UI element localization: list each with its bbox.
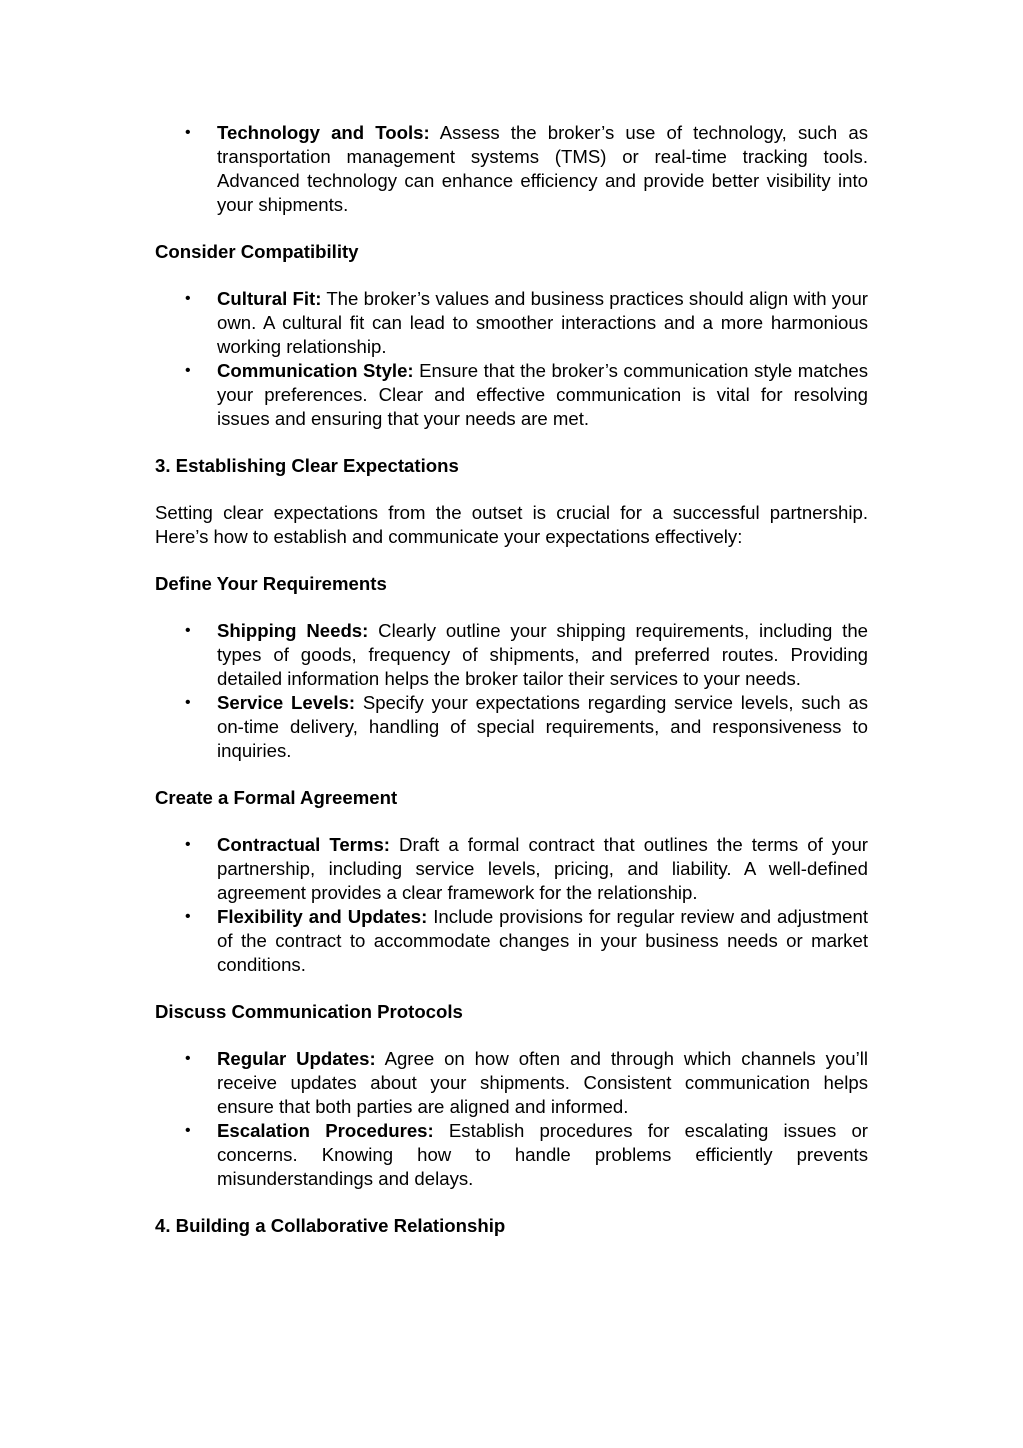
bullet-icon: • [185, 908, 191, 925]
list-item [155, 905, 868, 977]
bullet-icon: • [185, 694, 191, 711]
list-item-term: Shipping Needs: [217, 620, 369, 641]
list-item-text: Assess the broker’s use of technology, such as transportation management systems (TMS) or real-time tracking tools. Advanced technology can enhance efficiency and provide better visibility into your shipments. [217, 122, 868, 215]
list-item [155, 833, 868, 905]
bullet-icon: • [185, 1122, 191, 1139]
list-item-text: Ensure that the broker’s communication style matches your preferences. Clear and effective communication is vital for resolving issues and ensuring that your needs are met. [217, 360, 868, 429]
list-item-term: Communication Style: [217, 360, 414, 381]
list-item-term: Cultural Fit: [217, 288, 322, 309]
tools-list [155, 121, 868, 217]
section-heading-collaborative-relationship: 4. Building a Collaborative Relationship [155, 1215, 506, 1236]
list-item [155, 1119, 868, 1191]
bullet-icon: • [185, 124, 191, 141]
subheading-consider-compatibility: Consider Compatibility [155, 241, 359, 262]
list-item-term: Escalation Procedures: [217, 1120, 434, 1141]
subheading-communication-protocols: Discuss Communication Protocols [155, 1001, 463, 1022]
list-item-text: Establish procedures for escalating issues or concerns. Knowing how to handle problems efficiently prevents misunderstandings and delays. [217, 1120, 868, 1189]
bullet-icon: • [185, 1050, 191, 1067]
list-item-text: Agree on how often and through which channels you’ll receive updates about your shipments. Consistent communication helps ensure that both parties are aligned and informed. [217, 1048, 868, 1117]
list-item-text: The broker’s values and business practices should align with your own. A cultural fit can lead to smoother interactions and a more harmonious working relationship. [217, 288, 868, 357]
list-item-term: Service Levels: [217, 692, 356, 713]
list-item [155, 619, 868, 691]
requirements-list [155, 619, 868, 763]
bullet-icon: • [185, 290, 191, 307]
section-heading-establishing-expectations: 3. Establishing Clear Expectations [155, 455, 459, 476]
document-page [155, 121, 868, 1238]
list-item [155, 1047, 868, 1119]
bullet-icon: • [185, 362, 191, 379]
list-item-term: Regular Updates: [217, 1048, 376, 1069]
compatibility-list [155, 287, 868, 431]
protocols-list [155, 1047, 868, 1191]
list-item-text: Draft a formal contract that outlines the terms of your partnership, including service levels, pricing, and liability. A well-defined agreement provides a clear framework for the relationship. [217, 834, 868, 903]
list-item-text: Clearly outline your shipping requirements, including the types of goods, frequency of shipments, and preferred routes. Providing detailed information helps the broker tailor their services to your needs. [217, 620, 868, 689]
bullet-icon: • [185, 836, 191, 853]
agreement-list [155, 833, 868, 977]
subheading-define-requirements: Define Your Requirements [155, 573, 387, 594]
list-item-term: Flexibility and Updates: [217, 906, 428, 927]
list-item-term: Contractual Terms: [217, 834, 390, 855]
bullet-icon: • [185, 622, 191, 639]
list-item [155, 691, 868, 763]
section-intro-paragraph: Setting clear expectations from the outset is crucial for a successful partnership. Here’s how to establish and communicate your expectations effectively: [155, 502, 868, 547]
list-item-text: Specify your expectations regarding service levels, such as on-time delivery, handling of special requirements, and responsiveness to inquiries. [217, 692, 868, 761]
list-item [155, 121, 868, 217]
list-item [155, 287, 868, 359]
list-item-text: Include provisions for regular review and adjustment of the contract to accommodate changes in your business needs or market conditions. [217, 906, 868, 975]
subheading-formal-agreement: Create a Formal Agreement [155, 787, 398, 808]
list-item-term: Technology and Tools: [217, 122, 430, 143]
list-item [155, 359, 868, 431]
